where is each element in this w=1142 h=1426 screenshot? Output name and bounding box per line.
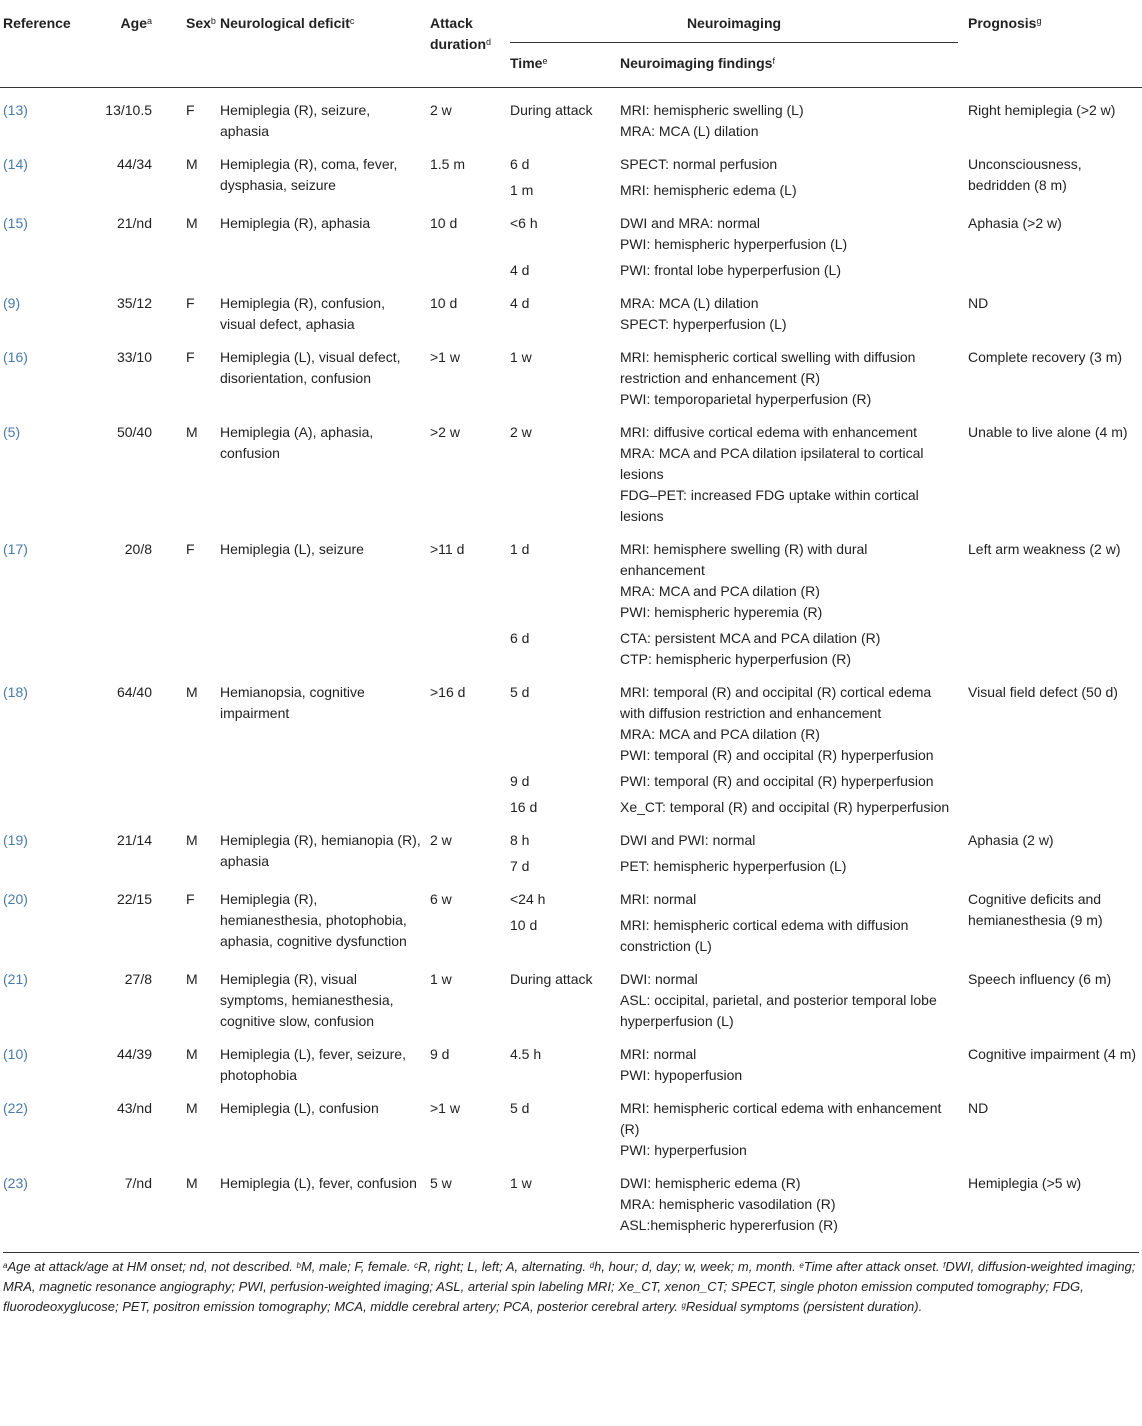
finding-line: FDG–PET: increased FDG uptake within cortical lesions	[620, 487, 919, 524]
imaging-time-cell: 10 d	[510, 917, 538, 933]
header-duration: Attack duration$^d$	[430, 15, 492, 52]
finding-line: CTP: hemispheric hyperperfusion (R)	[620, 651, 852, 667]
imaging-time-cell: 2 w	[510, 424, 532, 440]
duration-cell: 1 w	[430, 971, 452, 987]
footnote-mark: d	[589, 1261, 595, 1270]
sex-cell: M	[186, 156, 198, 172]
imaging-findings-cell	[620, 818, 958, 851]
reference-cell	[0, 410, 100, 527]
footnote-mark: b	[296, 1261, 301, 1270]
header-prognosis: Prognosis$^g$	[968, 15, 1042, 31]
footnote-mark: g	[681, 1301, 686, 1310]
deficit-cell: Hemiplegia (A), aphasia, confusion	[220, 424, 374, 461]
table-row	[0, 281, 1142, 335]
finding-line: MRA: MCA and PCA dilation (R)	[620, 726, 820, 742]
sex-cell: M	[186, 684, 198, 700]
table-row	[0, 670, 1142, 766]
imaging-findings-cell	[620, 255, 958, 281]
duration-cell: 5 w	[430, 1175, 452, 1191]
imaging-findings-cell	[620, 792, 958, 818]
prognosis-cell: Visual field defect (50 d)	[968, 684, 1118, 700]
finding-line: MRA: MCA (L) dilation	[620, 295, 759, 311]
reference-cell	[0, 142, 100, 201]
finding-line: MRI: temporal (R) and occipital (R) cortical edema with diffusion restriction and enhancement	[620, 684, 932, 721]
imaging-time-cell: 5 d	[510, 1100, 530, 1116]
duration-cell: 9 d	[430, 1046, 450, 1062]
footnote-mark: e	[799, 1261, 804, 1270]
prognosis-cell: Aphasia (2 w)	[968, 832, 1054, 848]
reference-link[interactable]: (10)	[3, 1046, 28, 1062]
age-cell: 21/nd	[116, 215, 152, 231]
sex-cell: M	[186, 424, 198, 440]
reference-link[interactable]: (18)	[3, 684, 28, 700]
imaging-findings-cell	[620, 281, 958, 335]
table-row	[0, 1032, 1142, 1086]
age-cell: 44/39	[116, 1046, 152, 1062]
reference-link[interactable]: (17)	[3, 541, 28, 557]
sex-cell: M	[186, 215, 198, 231]
finding-line: MRI: hemispheric cortical edema with enhancement (R)	[620, 1100, 942, 1137]
finding-line: PWI: hemispheric hyperemia (R)	[620, 604, 823, 620]
footnote-text: R, right; L, left; A, alternating.	[418, 1259, 590, 1274]
footnote-text: Age at attack/age at HM onset; nd, not described.	[7, 1259, 297, 1274]
finding-line: MRA: MCA (L) dilation	[620, 123, 759, 139]
reference-link[interactable]: (5)	[3, 424, 21, 440]
imaging-findings-cell	[620, 877, 958, 910]
reference-cell	[0, 201, 100, 281]
imaging-time-cell: 1 w	[510, 1175, 532, 1191]
imaging-findings-cell	[620, 910, 958, 957]
finding-line: MRA: hemispheric vasodilation (R)	[620, 1196, 836, 1212]
imaging-time-cell: 7 d	[510, 858, 530, 874]
imaging-time-cell: <6 h	[510, 215, 538, 231]
reference-cell	[0, 281, 100, 335]
imaging-time-cell: 4 d	[510, 262, 530, 278]
table-row	[0, 142, 1142, 175]
age-cell: 20/8	[124, 541, 152, 557]
header-sex: Sex$^b$	[186, 15, 216, 31]
duration-cell: >1 w	[430, 349, 460, 365]
reference-cell	[0, 527, 100, 670]
footnote-mark: f	[943, 1261, 946, 1270]
finding-line: DWI: normal	[620, 971, 698, 987]
sex-cell: F	[186, 102, 195, 118]
duration-cell: >16 d	[430, 684, 466, 700]
imaging-time-cell: 1 w	[510, 349, 532, 365]
finding-line: MRI: hemispheric swelling (L)	[620, 102, 804, 118]
sex-cell: F	[186, 349, 195, 365]
table-row	[0, 877, 1142, 910]
finding-line: DWI: hemispheric edema (R)	[620, 1175, 801, 1191]
finding-line: MRI: hemispheric cortical edema with diffusion constriction (L)	[620, 917, 909, 954]
reference-cell	[0, 335, 100, 410]
imaging-findings-cell	[620, 201, 958, 255]
prognosis-cell: ND	[968, 1100, 989, 1116]
age-cell: 44/34	[116, 156, 152, 172]
duration-cell: 2 w	[430, 832, 452, 848]
table-header	[0, 0, 1142, 88]
header-findings: Neuroimaging findings$^f$	[620, 55, 775, 71]
imaging-findings-cell	[620, 766, 958, 792]
reference-cell	[0, 1161, 100, 1246]
age-cell: 7/nd	[124, 1175, 152, 1191]
reference-cell	[0, 1032, 100, 1086]
prognosis-cell: ND	[968, 295, 989, 311]
finding-line: CTA: persistent MCA and PCA dilation (R)	[620, 630, 881, 646]
table-body	[0, 88, 1142, 1247]
finding-line: ASL: occipital, parietal, and posterior temporal lobe hyperperfusion (L)	[620, 992, 937, 1029]
footnote-text: Time after attack onset.	[803, 1259, 944, 1274]
age-cell: 13/10.5	[105, 102, 152, 118]
deficit-cell: Hemiplegia (R), seizure, aphasia	[220, 102, 371, 139]
finding-line: MRI: hemispheric edema (L)	[620, 182, 797, 198]
table-footnotes	[3, 1252, 1139, 1317]
prognosis-cell: Cognitive impairment (4 m)	[968, 1046, 1137, 1062]
finding-line: PWI: temporoparietal hyperperfusion (R)	[620, 391, 872, 407]
sex-cell: F	[186, 541, 195, 557]
table-row	[0, 88, 1142, 143]
age-cell: 64/40	[116, 684, 152, 700]
finding-line: PWI: frontal lobe hyperperfusion (L)	[620, 262, 841, 278]
imaging-findings-cell	[620, 670, 958, 766]
imaging-time-cell: 6 d	[510, 156, 530, 172]
duration-cell: 10 d	[430, 295, 458, 311]
deficit-cell: Hemiplegia (L), visual defect, disorientation, confusion	[220, 349, 401, 386]
header-neuroimaging: Neuroimaging	[510, 0, 958, 43]
duration-cell: >11 d	[430, 541, 465, 557]
imaging-findings-cell	[620, 410, 958, 527]
sex-cell: M	[186, 832, 198, 848]
deficit-cell: Hemiplegia (L), seizure	[220, 541, 364, 557]
imaging-findings-cell	[620, 142, 958, 175]
reference-cell	[0, 877, 100, 957]
age-cell: 27/8	[124, 971, 152, 987]
age-cell: 50/40	[116, 424, 152, 440]
reference-cell	[0, 1086, 100, 1161]
duration-cell: >2 w	[430, 424, 460, 440]
table-row	[0, 527, 1142, 623]
reference-cell	[0, 670, 100, 818]
duration-cell: 1.5 m	[430, 156, 466, 172]
table-row	[0, 1086, 1142, 1161]
imaging-findings-cell	[620, 527, 958, 623]
table-row	[0, 957, 1142, 1032]
reference-cell	[0, 818, 100, 877]
table-row	[0, 335, 1142, 410]
finding-line: PWI: hypoperfusion	[620, 1067, 743, 1083]
header-reference: Reference	[3, 15, 71, 31]
imaging-findings-cell	[620, 175, 958, 201]
imaging-time-cell: 4.5 h	[510, 1046, 542, 1062]
imaging-time-cell: 16 d	[510, 799, 538, 815]
age-cell: 35/12	[116, 295, 152, 311]
header-age: Age$^a$	[120, 15, 152, 31]
finding-line: MRI: normal	[620, 1046, 697, 1062]
imaging-findings-cell	[620, 957, 958, 1032]
deficit-cell: Hemiplegia (R), coma, fever, dysphasia, seizure	[220, 156, 398, 193]
deficit-cell: Hemianopsia, cognitive impairment	[220, 684, 365, 721]
sex-cell: M	[186, 1046, 198, 1062]
footnote-mark: a	[3, 1261, 8, 1270]
imaging-findings-cell	[620, 851, 958, 877]
reference-link[interactable]: (20)	[3, 891, 28, 907]
header-deficit: Neurological deficit$^c$	[220, 15, 355, 31]
prognosis-cell: Unconsciousness, bedridden (8 m)	[968, 156, 1082, 193]
finding-line: PET: hemispheric hyperperfusion (L)	[620, 858, 847, 874]
reference-link[interactable]: (22)	[3, 1100, 28, 1116]
finding-line: MRI: hemispheric cortical swelling with diffusion restriction and enhancement (R)	[620, 349, 916, 386]
reference-link[interactable]: (23)	[3, 1175, 28, 1191]
finding-line: SPECT: hyperperfusion (L)	[620, 316, 787, 332]
table-row	[0, 201, 1142, 255]
age-cell: 43/nd	[116, 1100, 152, 1116]
footnote-text: DWI, diffusion-weighted imaging; MRA, magnetic resonance angiography; PWI, perfusion-weighted imaging; ASL, arterial spin labeling MRI; Xe_CT, xenon_CT; SPECT, single photon emission computed tomography; FDG, fluorodeoxyglucose; PET, positron emission tomography; MCA, middle cerebral artery; PCA, posterior cerebral artery.	[3, 1259, 1136, 1314]
footnote-mark: c	[414, 1261, 419, 1270]
imaging-findings-cell	[620, 1161, 958, 1246]
reference-link[interactable]: (14)	[3, 156, 28, 172]
imaging-time-cell: <24 h	[510, 891, 546, 907]
reference-link[interactable]: (15)	[3, 215, 28, 231]
footnote-text: Residual symptoms (persistent duration).	[685, 1299, 923, 1314]
imaging-findings-cell	[620, 88, 958, 143]
reference-link[interactable]: (16)	[3, 349, 28, 365]
finding-line: MRI: normal	[620, 891, 697, 907]
age-cell: 22/15	[116, 891, 152, 907]
age-cell: 21/14	[116, 832, 152, 848]
deficit-cell: Hemiplegia (L), fever, confusion	[220, 1175, 417, 1191]
reference-link[interactable]: (13)	[3, 102, 28, 118]
deficit-cell: Hemiplegia (R), visual symptoms, hemianesthesia, cognitive slow, confusion	[220, 971, 394, 1029]
finding-line: MRI: diffusive cortical edema with enhancement	[620, 424, 917, 440]
reference-link[interactable]: (9)	[3, 295, 21, 311]
imaging-time-cell: 6 d	[510, 630, 530, 646]
deficit-cell: Hemiplegia (R), aphasia	[220, 215, 371, 231]
finding-line: MRA: MCA and PCA dilation ipsilateral to cortical lesions	[620, 445, 924, 482]
deficit-cell: Hemiplegia (R), hemianesthesia, photophobia, aphasia, cognitive dysfunction	[220, 891, 407, 949]
footnote-text: h, hour; d, day; w, week; m, month.	[594, 1259, 800, 1274]
finding-line: DWI and PWI: normal	[620, 832, 756, 848]
deficit-cell: Hemiplegia (R), hemianopia (R), aphasia	[220, 832, 421, 869]
sex-cell: F	[186, 295, 195, 311]
imaging-findings-cell	[620, 1032, 958, 1086]
table-row	[0, 818, 1142, 851]
finding-line: PWI: hemispheric hyperperfusion (L)	[620, 236, 848, 252]
sex-cell: M	[186, 1100, 198, 1116]
imaging-time-cell: 5 d	[510, 684, 530, 700]
age-cell: 33/10	[116, 349, 152, 365]
reference-link[interactable]: (21)	[3, 971, 28, 987]
finding-line: ASL:hemispheric hypererfusion (R)	[620, 1217, 838, 1233]
finding-line: PWI: temporal (R) and occipital (R) hyperperfusion	[620, 773, 934, 789]
prognosis-cell: Unable to live alone (4 m)	[968, 424, 1128, 440]
table-row	[0, 410, 1142, 527]
finding-line: Xe_CT: temporal (R) and occipital (R) hyperperfusion	[620, 799, 950, 815]
imaging-time-cell: 4 d	[510, 295, 530, 311]
finding-line: PWI: hyperperfusion	[620, 1142, 747, 1158]
reference-cell	[0, 957, 100, 1032]
imaging-time-cell: 1 m	[510, 182, 534, 198]
reference-link[interactable]: (19)	[3, 832, 28, 848]
finding-line: SPECT: normal perfusion	[620, 156, 778, 172]
header-time: Time$^e$	[510, 55, 548, 71]
reference-cell	[0, 88, 100, 143]
prognosis-cell: Speech influency (6 m)	[968, 971, 1112, 987]
duration-cell: 10 d	[430, 215, 458, 231]
imaging-findings-cell	[620, 623, 958, 670]
duration-cell: >1 w	[430, 1100, 460, 1116]
deficit-cell: Hemiplegia (L), confusion	[220, 1100, 379, 1116]
imaging-time-cell: 1 d	[510, 541, 530, 557]
deficit-cell: Hemiplegia (L), fever, seizure, photophobia	[220, 1046, 406, 1083]
prognosis-cell: Left arm weakness (2 w)	[968, 541, 1121, 557]
prognosis-cell: Complete recovery (3 m)	[968, 349, 1123, 365]
deficit-cell: Hemiplegia (R), confusion, visual defect, aphasia	[220, 295, 385, 332]
footnote-text: M, male; F, female.	[300, 1259, 415, 1274]
table-row	[0, 1161, 1142, 1246]
duration-cell: 6 w	[430, 891, 452, 907]
imaging-time-cell: During attack	[510, 971, 593, 987]
sex-cell: F	[186, 891, 195, 907]
finding-line: MRA: MCA and PCA dilation (R)	[620, 583, 820, 599]
prognosis-cell: Right hemiplegia (>2 w)	[968, 102, 1116, 118]
prognosis-cell: Cognitive deficits and hemianesthesia (9 m)	[968, 891, 1103, 928]
duration-cell: 2 w	[430, 102, 452, 118]
finding-line: PWI: temporal (R) and occipital (R) hyperperfusion	[620, 747, 934, 763]
imaging-time-cell: 9 d	[510, 773, 530, 789]
imaging-time-cell: During attack	[510, 102, 593, 118]
finding-line: MRI: hemisphere swelling (R) with dural enhancement	[620, 541, 868, 578]
prognosis-cell: Aphasia (>2 w)	[968, 215, 1062, 231]
imaging-findings-cell	[620, 1086, 958, 1161]
sex-cell: M	[186, 971, 198, 987]
imaging-time-cell: 8 h	[510, 832, 530, 848]
imaging-findings-cell	[620, 335, 958, 410]
finding-line: DWI and MRA: normal	[620, 215, 761, 231]
sex-cell: M	[186, 1175, 198, 1191]
prognosis-cell: Hemiplegia (>5 w)	[968, 1175, 1082, 1191]
